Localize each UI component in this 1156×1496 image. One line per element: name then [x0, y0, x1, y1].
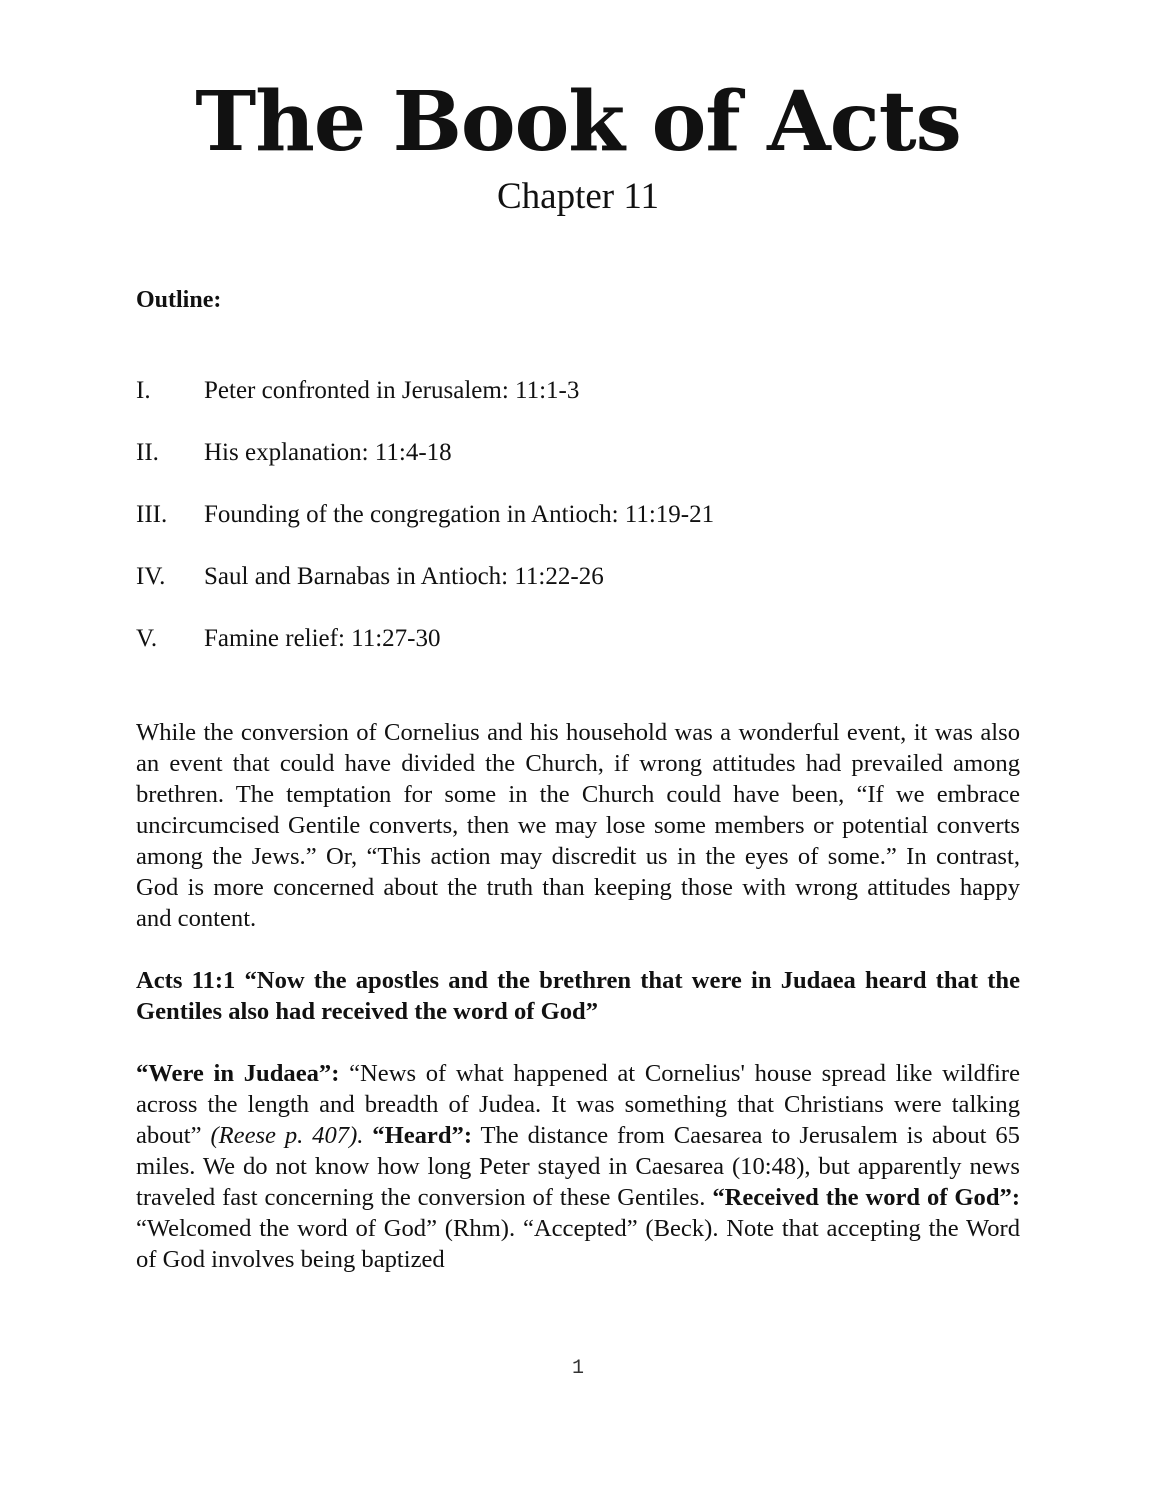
outline-label: Outline: [136, 287, 222, 313]
commentary-term: “Were in Judaea”: [136, 1060, 340, 1087]
outline-item-number: II. [136, 439, 159, 466]
commentary-term: “Received the word of God”: [712, 1184, 1021, 1211]
outline-item-number: III. [136, 501, 168, 528]
commentary-paragraph [136, 1058, 1020, 1275]
outline-item [136, 375, 579, 407]
commentary-text: “News of what happened at Cornelius' house spread like wildfire across the length and breadth of Judea. It was something that Christians were talking about” [136, 1060, 1020, 1149]
outline-item [136, 623, 441, 655]
verse-heading: Acts 11:1 “Now the apostles and the brethren that were in Judaea heard that the Gentiles also had received the word of God” [136, 967, 1020, 1025]
commentary-text: The distance from Caesarea to Jerusalem is about 65 miles. We do not know how long Peter stayed in Caesarea (10:48), but apparently news traveled fast concerning the conversion of these Gentiles. [136, 1122, 1020, 1211]
outline-item-number: I. [136, 377, 151, 404]
outline-item-text: Founding of the congregation in Antioch: 11:19-21 [204, 501, 715, 528]
outline-item-text: Famine relief: 11:27-30 [204, 625, 441, 652]
page-number: 1 [571, 1357, 584, 1380]
outline-item [136, 499, 714, 531]
commentary-text: “Welcomed the word of God” (Rhm). “Accepted” (Beck). Note that accepting the Word of God involves being baptized [136, 1215, 1020, 1273]
outline-item-number: V. [136, 625, 158, 652]
outline-item-number: IV. [136, 563, 166, 590]
outline-item [136, 561, 604, 593]
chapter-subtitle: Chapter 11 [496, 176, 659, 217]
outline-item-text: Saul and Barnabas in Antioch: 11:22-26 [204, 563, 604, 590]
document-title: The Book of Acts [195, 74, 961, 170]
intro-paragraph: While the conversion of Cornelius and his household was a wonderful event, it was also an event that could have divided the Church, if wrong attitudes had prevailed among brethren. The temptation for some in the Church could have been, “If we embrace uncircumcised Gentile converts, then we may lose some members or potential converts among the Jews.” Or, “This action may discredit us in the eyes of some.” In contrast, God is more concerned about the truth than keeping those with wrong attitudes happy and content. [136, 719, 1020, 932]
citation: (Reese p. 407). [210, 1122, 364, 1149]
outline-item [136, 437, 452, 469]
outline-item-text: Peter confronted in Jerusalem: 11:1-3 [204, 377, 580, 404]
commentary-term: “Heard”: [372, 1122, 473, 1149]
outline-item-text: His explanation: 11:4-18 [204, 439, 452, 466]
